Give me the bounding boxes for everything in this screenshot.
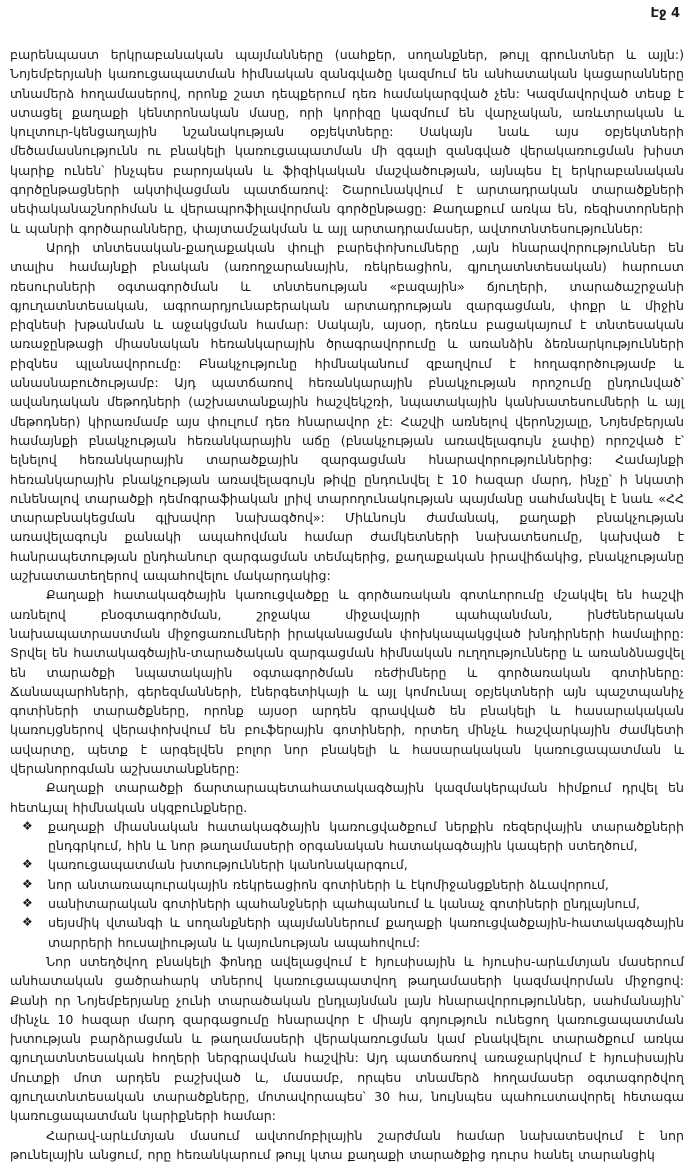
list-item (10, 855, 684, 874)
diamond-bullet-icon: ❖ (22, 818, 33, 833)
list-item-text: նոր անտառապուրակային ռեկրեացիոն գոտիների և էկոմիջանցքների ձևավորում, (48, 876, 609, 892)
list-item-text: կառուցապատման խտությունների կանոնակարգում, (48, 857, 408, 873)
diamond-bullet-icon: ❖ (22, 915, 33, 930)
list-item-text: քաղաքի միասնական հատակագծային կառուցվածքում ներքին ռեզերվային տարածքների ընդգրկում, հին և նոր թաղամասերի օրգանական հատակագծային կապերի ստեղծում, (48, 818, 684, 854)
list-item (10, 817, 684, 856)
paragraph-principles-intro: Քաղաքի տարածքի ճարտարապետահատակագծային կազմակերպման հիմքում դրվել են հետևյալ հիմնական սկզբունքները. (10, 780, 684, 815)
list-item-text: սանիտարական գոտիների պահանջների պահպանում և կանաչ գոտիների ընդլայնում, (48, 896, 640, 912)
paragraph-geology-construction: բարենպաստ երկրաբանական պայմանները (սահքեր, սողանքներ, թույլ գրունտներ և այլն:) Նոյեմբերյանի կառուցապատման հիմնական զանգվածը կազմում են անհատական կացարանները տնամերձ հողամասերով, որոնք շատ դեպքերում դեռ համակարգված չեն: Կազմավորված տեսք է ստացել քաղաքի կենտրոնական մասը, որի կորիզը կազմում են վարչական, առևտրական և կուլտուր-կենցաղային նշանակության օբյեկտները: Սակայն նաև այս օբյեկտների մեծամասնությունն ու բնակելի կառուցապատման մի զգալի զանգված վերակառուցման խիստ կարիք ունեն՝ ինչպես բարոյական և ֆիզիկական մաշվածության, այնպես էլ երկրաբանական գործընթացների ակտիվացման պատճառով: Շարունակվում է արտադրական տարածքների սեփականաշնորհման և վերապրոֆիլավորման գործընթացը: Քաղաքում առկա են, ռեզիստորների և պանրի գործարանները, փայտամշակման և այլ արտադրամասեր, ավտոտնտեսություններ: (10, 47, 684, 236)
page-number: Էջ 4 (650, 6, 680, 21)
paragraph-planning-structure: Քաղաքի հատակագծային կառուցվածքը և գործառական գոտևորումը մշակվել են հաշվի առնելով բնօգտագործման, շրջակա միջավայրի պահպանման, ինժեներական նախապատրաստման միջոցառումների իրականացման փոխկապակցված խնդիրների համալիրը: Տրվել են հատակագծային-տարածական զարգացման հիմնական ուղղությունները և առանձնացվել են տարածքի նպատակային օգտագործման ռեժիմները և գործառական գոտիները: Ճանապարհների, գերեզմանների, էներգետիկայի և այլ կոմունալ օբյեկտների այն պաշտպանիչ գոտիների տարածքները, որոնք այսօր արդեն գրավված են բնակելի և հասարակական կառույցներով վերափոխվում են բուֆերային գոտիների, որտեղ մինչև հաշվարկային ժամկետի ավարտը, պետք է արգելվեն բոլոր նոր բնակելի և հասարակական կառուցապատման և վերանորոգման աշխատանքները: (10, 587, 684, 776)
planning-principles-list (10, 817, 684, 952)
diamond-bullet-icon: ❖ (22, 896, 33, 911)
paragraph-economy-population: Արդի տնտեսական-քաղաքական փուլի բարեփոխումները ,այն հնարավորություններ են տալիս համայնքի բնական (առողջարանային, ռեկրեացիոն, գյուղատնտեսական) հարուստ ռեսուրսների օգտագործման և տնտեսության «բազային» ճյուղերի, տարածաշրջանի գյուղատնտեսական, ագրոարդյունաբերական արտադրության զարգացման, փոքր և միջին բիզնեսի խթանման և աջակցման համար: Սակայն, այսօր, դեռևս բացակայում է տնտեսական առաջընթացի միասնական հեռանկարային ծրագրավորումը և առանձին ձեռնարկությունների բիզնես պլանավորումը: Բնակչությունը հիմնականում զբաղվում է հողագործությամբ և անասնաբուծությամբ: Այդ պատճառով հեռանկարային բնակչության որոշումը ընդունված՝ ավանդական մեթոդների (աշխատանքային հաշվեկշռի, նպատակային կանխատեսումների և այլ մեթոդներ) կիրառմամբ այս փուլում դեռ հնարավոր չէ: Հաշվի առնելով վերոնշյալը, Նոյեմբերյան համայնքի բնակչության հեռանկարային աճը (բնակչության առավելագույն չափը) որոշված է՝ ելնելով հեռանկարային տարածքային զարգացման հնարավորություններից: Համայնքի հեռանկարային բնակչության առավելագույն թիվը ընդունվել է 10 հազար մարդ, ինչը՝ ի նկատի ունենալով տարածքի դեմոգրաֆիական լրիվ տարողունակության պայմանը սահմանվել է նաև «ՀՀ տարաբնակեցման գլխավոր նախագծով»: Միևնույն ժամանակ, քաղաքի բնակչության առավելագույն քանակի ապահովման համար ժամկետների նախատեսումը, կախված է հանրապետության ընդհանուր զարգացման տեմպերից, քաղաքական իրավիճակից, բնակչությանը աշխատատեղերով ապահովելու մակարդակից: (10, 239, 684, 584)
list-item-text: սեյսմիկ վտանգի և սողանքների պայմաններում քաղաքի կառուցվածքային-հատակագծային տարրերի հուսալիության և կայունության ապահովում: (48, 915, 684, 950)
list-item (10, 875, 684, 894)
diamond-bullet-icon: ❖ (22, 876, 33, 891)
paragraph-tunnel-partial: Հարավ-արևմտյան մասում ավտոմոբիլային շարժման համար նախատեսվում է նոր թունելային անցում, որը հեռանկարում թույլ կտա քաղաքի տարածքից դուրս հանել տարանցիկ (10, 1127, 684, 1162)
diamond-bullet-icon: ❖ (22, 857, 33, 872)
list-item (10, 913, 684, 952)
list-item (10, 894, 684, 913)
paragraph-housing-expansion: Նոր ստեղծվող բնակելի ֆոնդը ավելացվում է հյուսիսային և հյուսիս-արևմտյան մասերում անհատական ցածրահարկ տներով կառուցապատվող թաղամասերի կազմավորման միջոցով: Քանի որ Նոյեմբերյանը չունի տարածական ընդլայնման լայն հնարավորություններ, սահմանային՝ մինչև 10 հազար մարդ զարգացումը հնարավոր է միայն գոյություն ունեցող կառուցապատման խտության բարձրացման և թաղամասերի վերակառուցման կամ բնակվելու տարածքում առկա գյուղատնտեսական հողերի ներգրավման հաշվին: Այդ պատճառով առաջարկվում է հյուսիսային մուտքի մոտ արդեն բաշխված և, մասամբ, որպես տնամերձ հողամասեր օգտագործվող գյուղատնտեսական տարածքները, մոտավորապես՝ 30 հա, նույնպես պահուստավորել հետագա կառուցապատման կարիքների համար: (10, 953, 684, 1124)
